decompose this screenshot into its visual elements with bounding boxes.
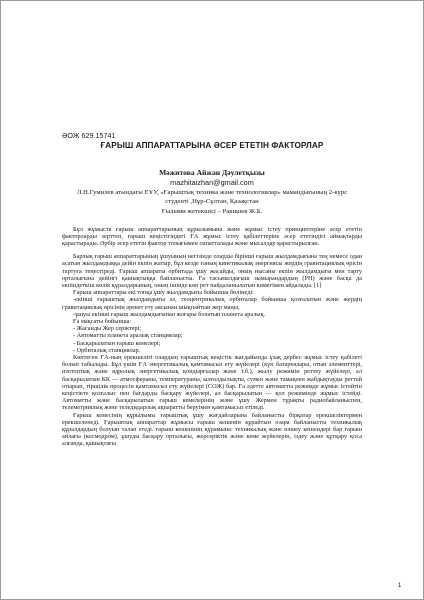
paragraph: Ғарыш кемесінің құрылымы ғарыштық ұшу жағдайларына байланысты бірқатар ерекшеліктермен ерекшеленеді. Ғарыштық аппараттар жұмысы ғарыш кешенін құрайтын озара байланысты техникалық құралдардың болуын талап етеді. ғарыш кешенінің құрамына: техникалық және өлшеу кешендері бар ғарыш айлағы (космодром), ұшуды басқару орталығы, жерсеріктік және кеме жүйелерін, іздеу және құтқару қоса алғанда, қашықтағы [62, 411, 362, 448]
list-item: - Басқарылатын ғарыш кемелері; [73, 339, 161, 347]
paragraph: Көптеген ҒА-ның ерекшелігі олардың ғарыштық кеңістік жағдайында ұзақ дербес жұмыс істеу қабілеті болып табылады. Бұл үшін ҒА энергетикалық қамтамасыз ету жүйелері (күн батареялары, отын элементтері, изотоптық және ядролық энергетикалық қондырғылар және т.б.), жылу режимін реттеу жүйелері, ал басқарылатын КК — атмосфераны, температураны, ылғалдылықты, сумен және тамақпен жабдықтауды реттей отырып, тіршілік процесін қамтамасыз ету жүйелері (СОЖ) бар. Ға әдетте автоматты режимде жұмыс істейтін кеңістікте қозғалыс пен бағдарды басқару жүйелері, ал басқарылатын — қол режимінде жұмыс істейді. Автоматты және басқарылатын ғарыш кемелерінің және ұшу Жермен тұрақты радиобайланыспен, телеметриялық және теледидарлық ақпаратты беруімен қамтамасыз етіледі. [62, 353, 362, 412]
paragraph: Ғарыш аппараттары екі топқа ұшу жылдамдығы бойынша бөлінеді: [73, 289, 254, 297]
paragraph: Барлық ғарыш аппараттарының ұшуының негізінде оларды бірінші ғарыш жылдамдығына тең немесе одан асатын жылдамдыққа дейін екпін жатыр, бұл кезде ғаның кинетикалық энергиясы жердің гравитациялық өрісін тартуға теңестіреді. Ғарыш аппараты орбитада ұшу жасайды, оның нысаны екпін жылдамдығы мен тарту орталығына дейінгі қашықтыққа байланысты. Ға тасымалдағыш зымырандардың (РН) және басқа да екпіндеткіш көлік құралдарының, оның ішінде көп рет пайдаланылатын көмегімен айдалады. [1] [62, 253, 362, 289]
body-text [62, 226, 362, 448]
list-item: -ұшуы екінші ғарыш жылдамдығынан жоғары болатын планета аралық. [73, 310, 266, 318]
list-item: - Автоматты планета аралық станциялар; [73, 332, 183, 340]
paragraph: Ға мақсаты бойынша: [73, 317, 132, 325]
list-item: -екінші ғарыштық жылдамдығы аз, геоцентрикалық орбиталар бойынша қозғалатын және жердің гравитациялық өрісінің әрекет ету аясынан шықпайтын жер маңы; [62, 296, 362, 311]
paper-title: ҒАРЫШ АППАРАТТАРЫНА ӘСЕР ЕТЕТІН ФАКТОРЛАР [100, 141, 324, 150]
author-email: mazhitaizhan@gmail.com [170, 178, 254, 187]
affiliation-line-2: студенті ,Нұр-Сұлтан, Қазақстан [165, 198, 259, 206]
affiliation-line-1: Л.Н.Гумилев атындағы ЕҰУ, «Ғарыштық техника және технологиялар» мамандығының 2-курс [76, 189, 348, 196]
list-item: - Жасанды Жер серіктері; [73, 325, 142, 333]
page-number: 1 [398, 583, 402, 589]
paragraph-abstract: Бұл жұмыста ғарыш аппараттарының құрылымына және жұмыс істеу принциптеріне әсер ететін факторларды зерттеп, ғарыш кеңістігіндегі ҒА жұмыс істеу қабілеттеріне әсер ететіндігі аймақтарды қарастырады. Әрбір әсер ететін фактор толығымен сипатталады және мысалдар қарастырылған. [62, 226, 362, 248]
supervisor-line: Ғылыми жетекшісі – Ракишев Ж.Б. [161, 208, 263, 215]
author-affiliation [0, 188, 424, 207]
author-name: Мәжитова Айжан Дәулетқызы [159, 168, 265, 177]
udk-code: ӘОЖ 629.15741 [62, 131, 116, 140]
list-item: - Орбиталық станциялар. [73, 346, 141, 354]
